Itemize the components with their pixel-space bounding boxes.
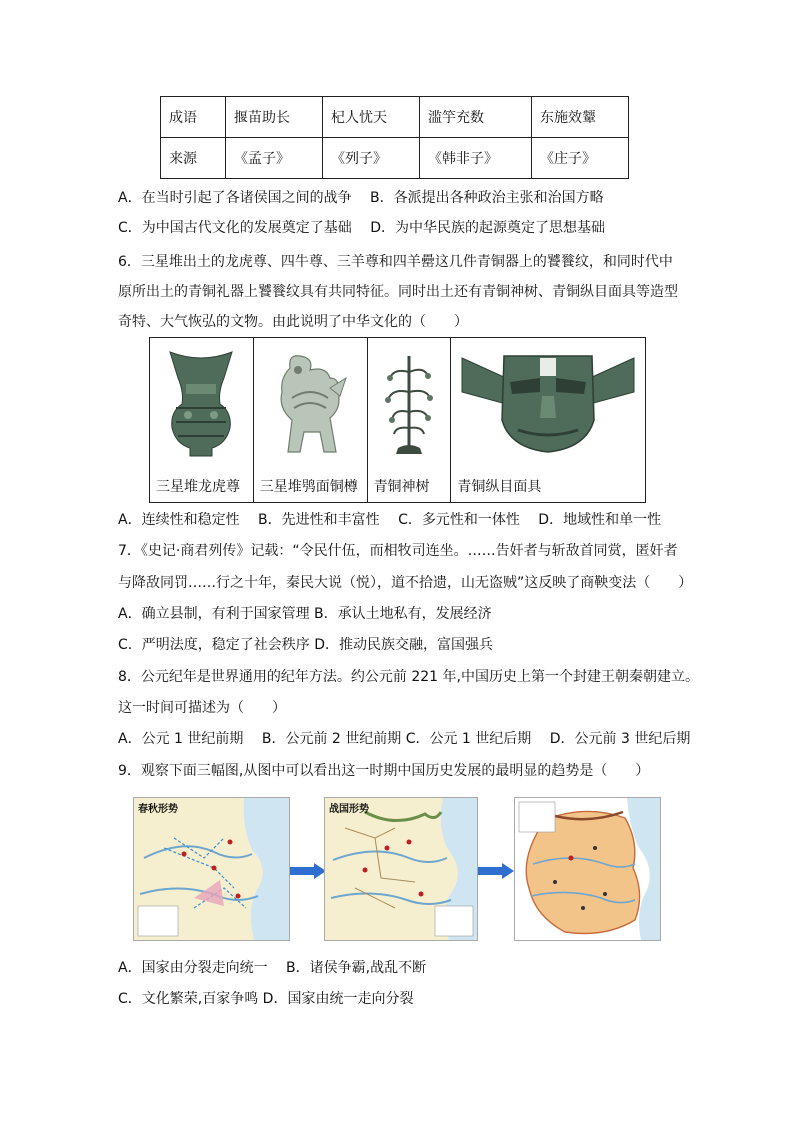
q6-stem-line1: 6．三星堆出土的龙虎尊、四牛尊、三羊尊和四羊罍这几件青铜器上的饕餮纹，和同时代中 xyxy=(118,254,673,270)
table-cell: 来源 xyxy=(161,138,226,179)
table-cell: 《庄子》 xyxy=(532,138,629,179)
artifact-cell xyxy=(150,338,254,502)
q7-stem-line1: 7．《史记·商君列传》记载：“令民什伍，而相牧司连坐。……告奸者与斩敌首同赏，匿奸者 xyxy=(118,543,678,559)
q9-options-ab: A．国家由分裂走向统一 B．诸侯争霸,战乱不断 xyxy=(118,960,427,976)
artifact-caption: 三星堆龙虎尊 xyxy=(156,479,240,495)
table-cell: 杞人忧天 xyxy=(323,97,420,138)
bronze-sacred-tree-image xyxy=(368,344,451,464)
qin-unification-map xyxy=(514,797,661,941)
table-cell: 《韩非子》 xyxy=(420,138,532,179)
artifact-cell xyxy=(368,338,452,502)
map-title: 春秋形势 xyxy=(138,804,178,815)
table-cell: 揠苗助长 xyxy=(226,97,323,138)
warring-states-map xyxy=(324,797,478,941)
bronze-vertical-eye-mask-image xyxy=(451,344,645,464)
table-cell: 《孟子》 xyxy=(226,138,323,179)
map-title: 战国形势 xyxy=(329,804,369,815)
artifact-cell xyxy=(451,338,645,502)
arrow-right-icon xyxy=(290,863,326,879)
q9-options-cd: C．文化繁荣,百家争鸣 D．国家由统一走向分裂 xyxy=(118,991,414,1007)
owl-face-bronze-image xyxy=(254,344,367,464)
q9-stem: 9．观察下面三幅图,从图中可以看出这一时期中国历史发展的最明显的趋势是（ ） xyxy=(118,763,650,779)
q8-options: A．公元 1 世纪前期 B．公元前 2 世纪前期 C．公元 1 世纪后期 D．公元前 3 世纪后期 xyxy=(118,731,691,747)
q7-options-cd: C．严明法度，稳定了社会秩序 D．推动民族交融，富国强兵 xyxy=(118,637,494,653)
q6-options: A．连续性和稳定性 B．先进性和丰富性 C．多元性和一体性 D．地域性和单一性 xyxy=(118,512,662,528)
q8-stem-line2: 这一时间可描述为（ ） xyxy=(118,700,286,716)
q9-maps xyxy=(133,797,661,941)
artifact-caption: 青铜神树 xyxy=(373,479,430,495)
artifact-cell xyxy=(254,338,368,502)
bronze-artifacts-table xyxy=(149,337,646,503)
table-cell: 东施效颦 xyxy=(532,97,629,138)
q6-stem-line3: 奇特、大气恢弘的文物。由此说明了中华文化的（ ） xyxy=(118,314,468,330)
q8-stem-line1: 8．公元纪年是世界通用的纪年方法。约公元前 221 年,中国历史上第一个封建王朝秦朝建立。 xyxy=(118,669,699,685)
arrow-right-icon xyxy=(478,863,514,879)
table-row xyxy=(161,97,629,138)
table-cell: 成语 xyxy=(161,97,226,138)
spring-autumn-map xyxy=(133,797,290,941)
table-cell: 滥竽充数 xyxy=(420,97,532,138)
q7-options-ab: A．确立县制，有利于国家管理 B．承认土地私有，发展经济 xyxy=(118,606,492,622)
idiom-table xyxy=(160,96,629,179)
q5-options-cd: C．为中国古代文化的发展奠定了基础 D．为中华民族的起源奠定了思想基础 xyxy=(118,220,606,236)
table-cell: 《列子》 xyxy=(323,138,420,179)
q7-stem-line2: 与降敌同罚……行之十年，秦民大说（悦），道不拾遗，山无盗贼”这反映了商鞅变法（ ） xyxy=(118,575,693,591)
table-row xyxy=(161,138,629,179)
q5-options-ab: A．在当时引起了各诸侯国之间的战争 B．各派提出各种政治主张和治国方略 xyxy=(118,190,604,206)
artifact-caption: 青铜纵目面具 xyxy=(457,479,542,495)
q6-stem-line2: 原所出土的青铜礼器上饕餮纹具有共同特征。同时出土还有青铜神树、青铜纵目面具等造型 xyxy=(118,284,678,300)
dragon-tiger-zun-image xyxy=(150,344,253,464)
artifact-caption: 三星堆鸮面铜樽 xyxy=(259,479,358,495)
